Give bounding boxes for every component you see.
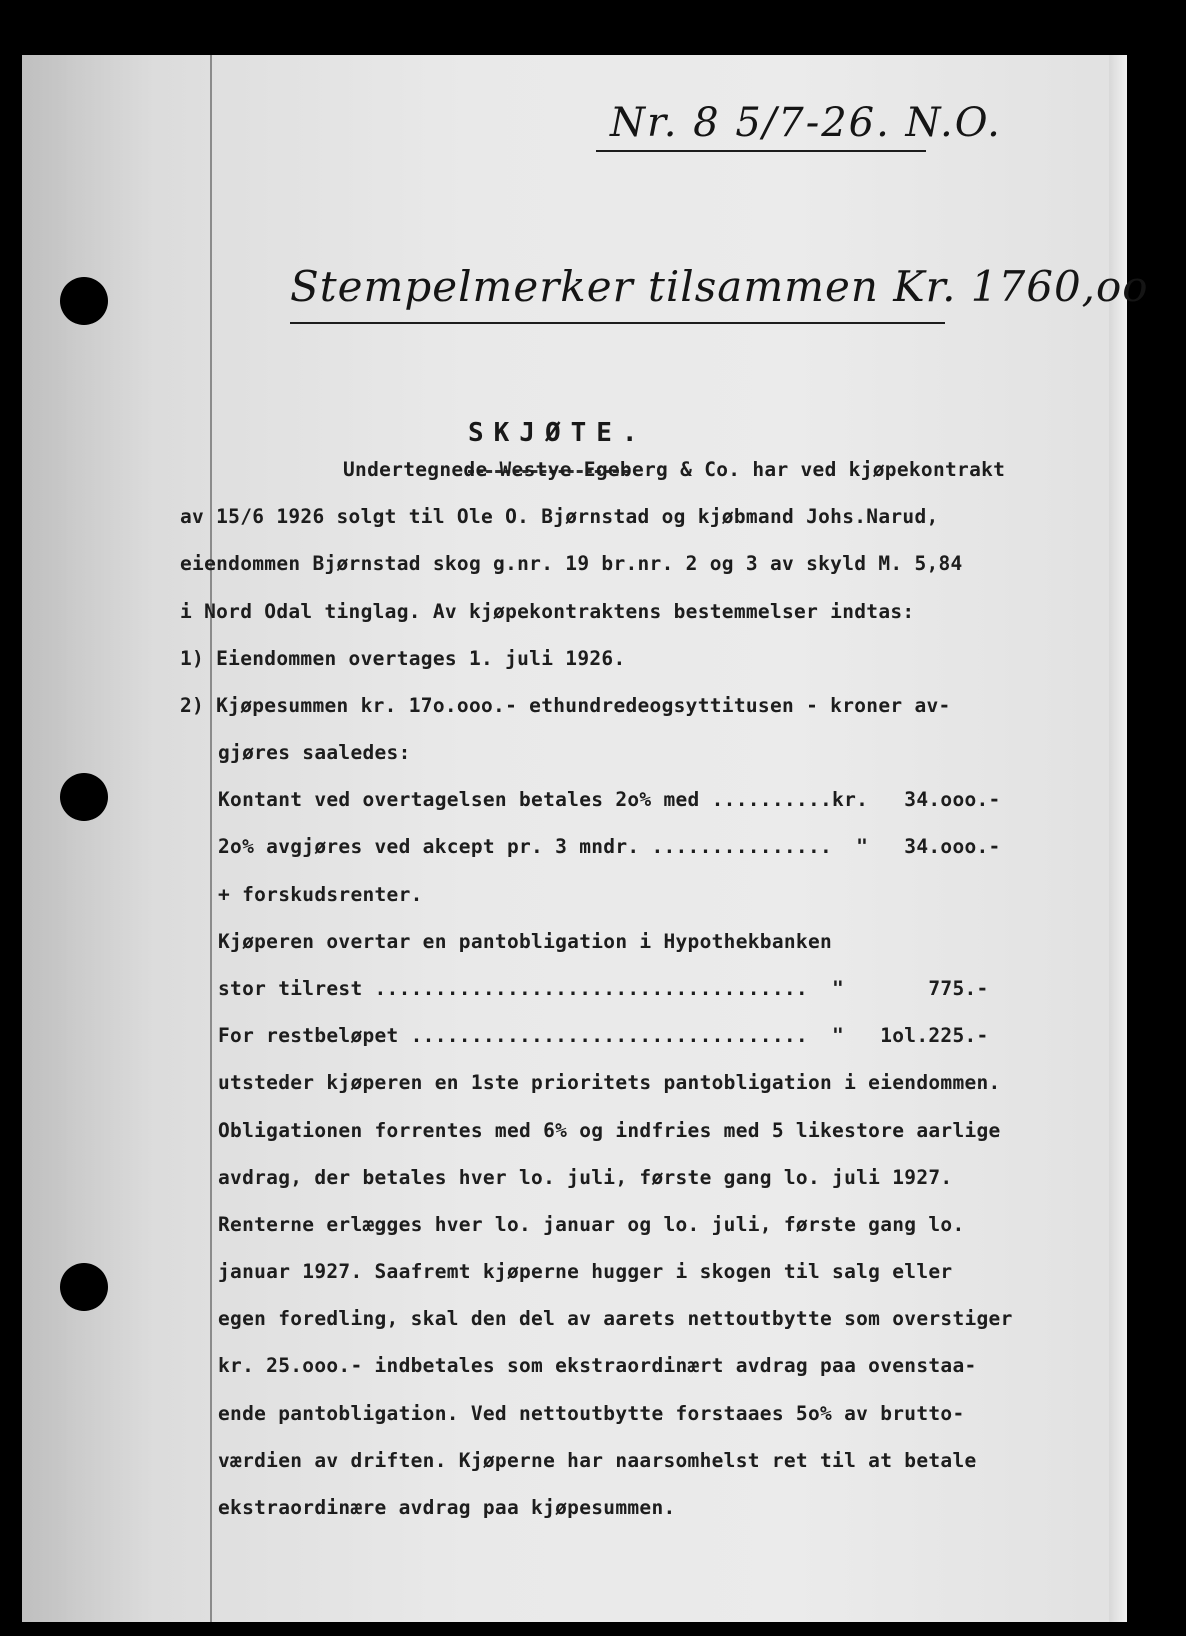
- punch-hole: [60, 1263, 108, 1311]
- handwritten-stamp-note: Stempelmerker tilsammen Kr. 1760,oo: [290, 262, 1149, 311]
- body-line: januar 1927. Saafremt kjøperne hugger i skogen til salg eller: [218, 1260, 953, 1284]
- body-line: Kontant ved overtagelsen betales 2o% med ..........kr. 34.ooo.-: [218, 788, 1001, 812]
- body-line: avdrag, der betales hver lo. juli, første gang lo. juli 1927.: [218, 1165, 953, 1189]
- body-line: av 15/6 1926 solgt til Ole O. Bjørnstad og kjøbmand Johs.Narud,: [180, 505, 939, 529]
- body-line: + forskudsrenter.: [218, 882, 423, 906]
- paper-sheet: [22, 55, 1149, 1622]
- body-line: stor tilrest .................................... " 775.-: [218, 977, 989, 1000]
- body-line: gjøres saaledes:: [218, 741, 411, 765]
- document-title: SKJØTE.: [468, 418, 648, 448]
- body-line: ende pantobligation. Ved nettoutbytte forstaaes 5o% av brutto-: [218, 1401, 965, 1425]
- body-line: utsteder kjøperen en 1ste prioritets pantobligation i eiendommen.: [218, 1071, 1001, 1095]
- body-line: egen foredling, skal den del av aarets nettoutbytte som overstiger: [218, 1307, 1013, 1331]
- body-line: i Nord Odal tinglag. Av kjøpekontraktens bestemmelser indtas:: [180, 599, 915, 623]
- body-line: Obligationen forrentes med 6% og indfries med 5 likestore aarlige: [218, 1118, 1001, 1142]
- body-line: ekstraordinære avdrag paa kjøpesummen.: [218, 1496, 676, 1519]
- underline: [596, 150, 926, 152]
- body-line: Undertegnede Westye Egeberg & Co. har ved kjøpekontrakt: [343, 458, 1006, 481]
- body-line: 2o% avgjøres ved akcept pr. 3 mndr. ............... " 34.ooo.-: [218, 835, 1001, 859]
- punch-hole: [60, 277, 108, 325]
- body-line: 2) Kjøpesummen kr. 17o.ooo.- ethundredeogsyttitusen - kroner av-: [180, 693, 951, 717]
- punch-hole: [60, 773, 108, 821]
- body-line: kr. 25.ooo.- indbetales som ekstraordinært avdrag paa ovenstaa-: [218, 1354, 977, 1378]
- body-line: 1) Eiendommen overtages 1. juli 1926.: [180, 646, 626, 670]
- body-line: Renterne erlægges hver lo. januar og lo. juli, første gang lo.: [218, 1212, 965, 1236]
- body-line: værdien av driften. Kjøperne har naarsomhelst ret til at betale: [218, 1448, 977, 1472]
- body-line: For restbeløpet ................................. " 1ol.225.-: [218, 1024, 989, 1048]
- margin-line: [210, 55, 212, 1622]
- body-line: eiendommen Bjørnstad skog g.nr. 19 br.nr. 2 og 3 av skyld M. 5,84: [180, 552, 963, 576]
- body-line: Kjøperen overtar en pantobligation i Hypothekbanken: [218, 929, 833, 953]
- underline: [290, 322, 945, 324]
- handwritten-document-number: Nr. 8 5/7-26. N.O.: [610, 100, 1002, 146]
